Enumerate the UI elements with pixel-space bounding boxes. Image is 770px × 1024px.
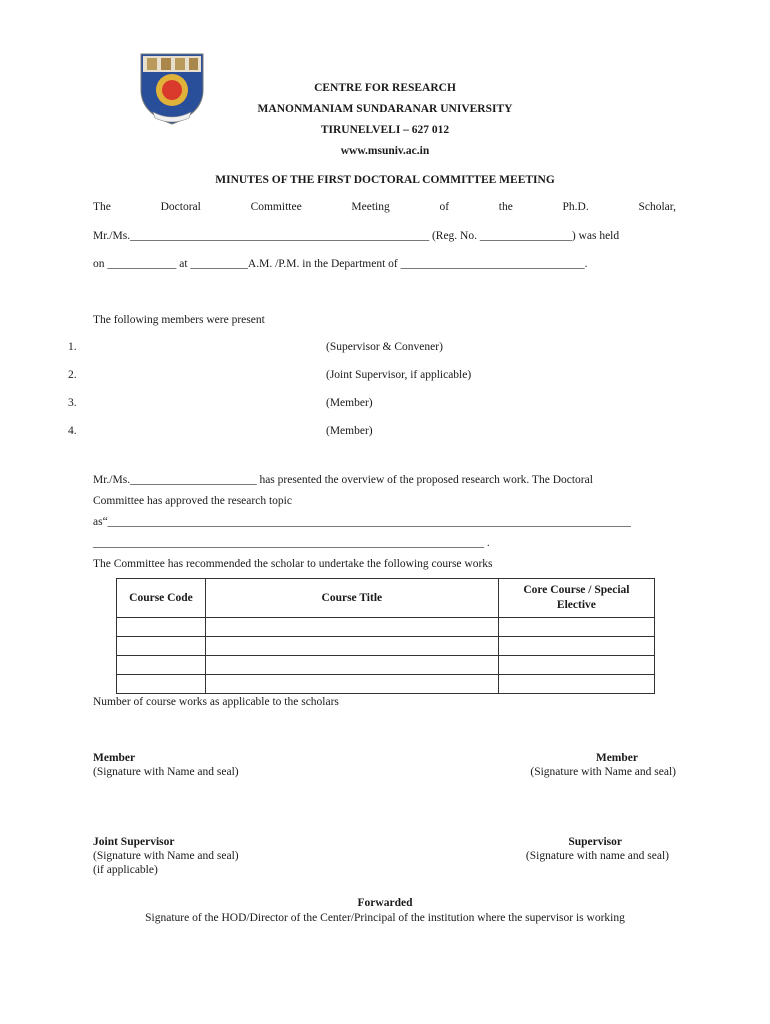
table-cell[interactable] <box>117 637 206 656</box>
table-cell[interactable] <box>117 675 206 694</box>
table-cell[interactable] <box>117 656 206 675</box>
course-table <box>116 578 655 694</box>
intro-word: the <box>498 201 513 213</box>
member-right-title: Member <box>595 752 638 764</box>
table-cell[interactable] <box>498 618 654 637</box>
forwarded-title: Forwarded <box>357 897 413 909</box>
table-header-row <box>117 579 655 618</box>
member-number: 2. <box>68 369 77 381</box>
research-topic-line: ____________________________________________________________________ . <box>93 537 490 549</box>
member-role: (Member) <box>326 397 373 409</box>
member-number: 1. <box>68 341 77 353</box>
intro-word: Meeting <box>351 201 390 213</box>
supervisor-signature: (Signature with name and seal) <box>525 850 669 862</box>
intro-first-line <box>93 201 676 213</box>
course-recommend-text: The Committee has recommended the scholar to undertake the following course works <box>93 558 493 570</box>
document-title: MINUTES OF THE FIRST DOCTORAL COMMITTEE MEETING <box>215 174 555 186</box>
overview-line: Committee has approved the research topic <box>93 495 292 507</box>
table-cell[interactable] <box>117 618 206 637</box>
table-cell[interactable] <box>498 656 654 675</box>
joint-supervisor-title: Joint Supervisor <box>93 836 175 848</box>
university-website: www.msuniv.ac.in <box>340 145 430 157</box>
member-left-signature: (Signature with Name and seal) <box>93 766 239 778</box>
member-role: (Member) <box>326 425 373 437</box>
table-row <box>117 637 655 656</box>
member-number: 4. <box>68 425 77 437</box>
table-cell[interactable] <box>498 675 654 694</box>
table-row <box>117 618 655 637</box>
scholar-name-line: Mr./Ms.____________________________________________________ (Reg. No. ________________) was held <box>93 230 620 242</box>
research-topic-line: as“___________________________________________________________________________________________ <box>93 516 631 528</box>
table-cell[interactable] <box>205 637 498 656</box>
joint-supervisor-signature: (Signature with Name and seal) <box>93 850 239 862</box>
forwarded-text: Signature of the HOD/Director of the Center/Principal of the institution where the supervisor is working <box>145 912 625 924</box>
centre-title: CENTRE FOR RESEARCH <box>314 82 456 94</box>
university-name: MANONMANIAM SUNDARANAR UNIVERSITY <box>257 103 513 115</box>
member-right-signature: (Signature with Name and seal) <box>530 766 676 778</box>
joint-supervisor-note: (if applicable) <box>93 864 158 876</box>
table-cell[interactable] <box>205 618 498 637</box>
university-address: TIRUNELVELI – 627 012 <box>320 124 450 136</box>
meeting-date-line: on ____________ at __________A.M. /P.M. in the Department of ________________________________. <box>93 258 588 270</box>
intro-word: Doctoral <box>160 201 201 213</box>
intro-word: Scholar, <box>638 201 676 213</box>
table-cell[interactable] <box>498 637 654 656</box>
column-header: Core Course / Special Elective <box>498 579 654 618</box>
overview-line: Mr./Ms.______________________ has presented the overview of the proposed research work. The Doctoral <box>93 474 593 486</box>
member-left-title: Member <box>93 752 136 764</box>
intro-word: The <box>93 201 111 213</box>
supervisor-title: Supervisor <box>568 836 622 848</box>
table-cell[interactable] <box>205 675 498 694</box>
table-row <box>117 675 655 694</box>
members-heading: The following members were present <box>93 314 265 326</box>
column-header: Course Code <box>117 579 206 618</box>
member-role: (Supervisor & Convener) <box>326 341 443 353</box>
column-header: Course Title <box>205 579 498 618</box>
table-row <box>117 656 655 675</box>
intro-word: Committee <box>250 201 302 213</box>
intro-word: of <box>439 201 450 213</box>
member-number: 3. <box>68 397 77 409</box>
table-cell[interactable] <box>205 656 498 675</box>
intro-word: Ph.D. <box>562 201 589 213</box>
member-role: (Joint Supervisor, if applicable) <box>326 369 472 381</box>
course-note: Number of course works as applicable to the scholars <box>93 696 339 708</box>
